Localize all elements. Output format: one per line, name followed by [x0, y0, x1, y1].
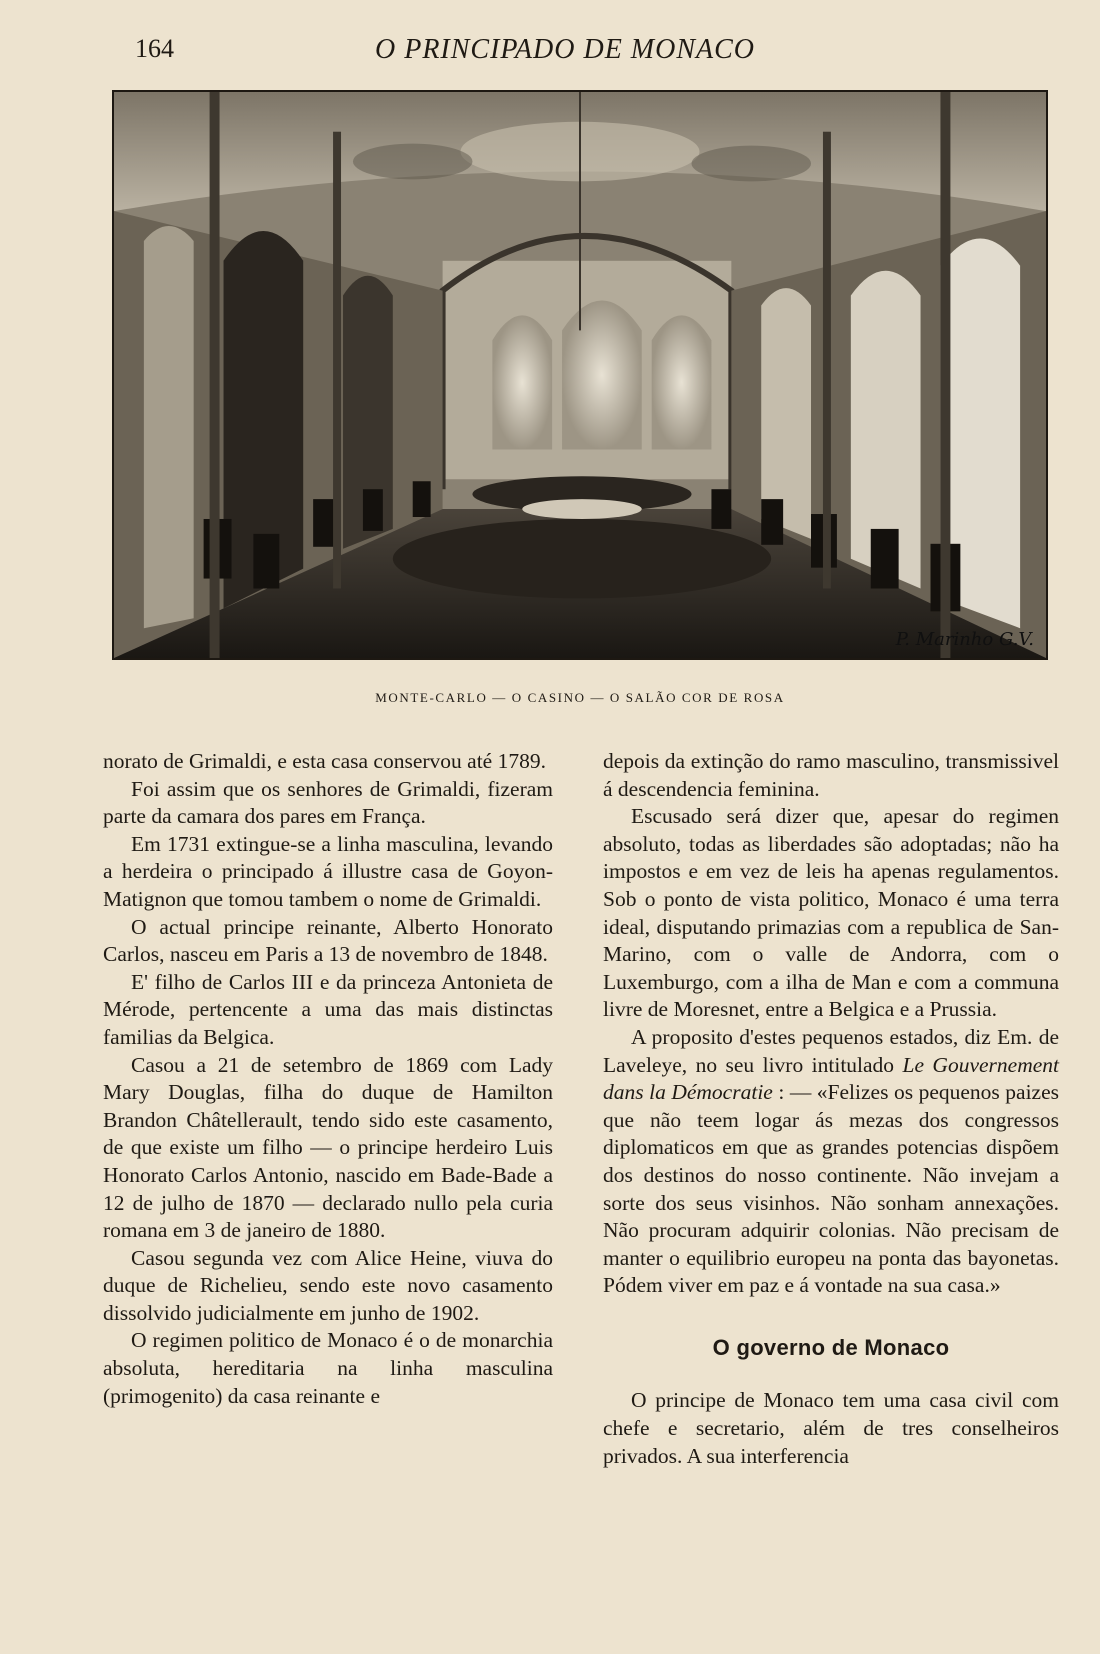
book-title: Le Gouvernement dans la Démocratie: [603, 1052, 1059, 1105]
paragraph: E' filho de Carlos III e da princeza Antonieta de Mérode, pertencente a uma das mais distinctas familias da Belgica.: [103, 969, 553, 1049]
page-number: 164: [135, 34, 174, 63]
paragraph-quote: [603, 1024, 1059, 1300]
paragraph: norato de Grimaldi, e esta casa conservou até 1789.: [103, 749, 546, 773]
paragraph: Casou segunda vez com Alice Heine, viuva do duque de Richelieu, sendo este novo casamento dissolvido judicialmente em junho de 1902.: [103, 1245, 553, 1325]
paragraph: O actual principe reinante, Alberto Honorato Carlos, nasceu em Paris a 13 de novembro de 1848.: [103, 914, 553, 967]
paragraph: Em 1731 extingue-se a linha masculina, levando a herdeira o principado á illustre casa de Goyon-Matignon que tomou tambem o nome de Grimaldi.: [103, 831, 553, 911]
paragraph: O principe de Monaco tem uma casa civil com chefe e secretario, além de tres conselheiros privados. A sua interferencia: [603, 1388, 1059, 1468]
engraver-signature: P. Marinho G.V.: [895, 629, 1034, 650]
figure-caption: MONTE-CARLO — O CASINO — O SALÃO COR DE ROSA: [375, 690, 785, 705]
paragraph: O regimen politico de Monaco é o de monarchia absoluta, hereditaria na linha masculina (primogenito) da casa reinante e: [103, 1328, 553, 1408]
running-title: O PRINCIPADO DE MONACO: [375, 34, 756, 65]
paragraph: Escusado será dizer que, apesar do regimen absoluto, todas as liberdades são adoptadas; não ha impostos e em vez de leis ha apenas regulamentos. Sob o ponto de vista politico, Monaco é uma terra ideal, disputando primazias com a republica de San-Marino, com o valle de Andorra, com o Luxemburgo, com a ilha de Man e com a communa livre de Moresnet, entre a Belgica e a Prussia.: [603, 804, 1059, 1022]
quotation: : — «Felizes os pequenos paizes que não teem logar ás mezas dos congressos diplomaticos em que as grandes potencias dispõem dos destinos do nosso continente. Não invejam a sorte dos seus visinhos. Não sonham annexações. Não procuram adquirir colonias. Não precisam de manter o equilibrio europeu na ponta das bayonetas. Pódem viver em paz e á vontade na sua casa.»: [603, 1080, 1059, 1298]
salon-engraving: [114, 92, 1046, 658]
section-heading: O governo de Monaco: [712, 1334, 950, 1360]
paragraph-text: A proposito d'estes pequenos estados, diz Em. de Laveleye, no seu livro intitulado: [603, 1024, 1059, 1077]
paragraph: Foi assim que os senhores de Grimaldi, fizeram parte da camara dos pares em França.: [103, 776, 553, 829]
casino-salon-illustration: [112, 90, 1048, 660]
paragraph: depois da extinção do ramo masculino, transmissivel á descendencia feminina.: [603, 749, 1059, 801]
left-column: [103, 748, 553, 1410]
right-column: [603, 748, 1059, 1470]
page-header: [0, 34, 1100, 74]
paragraph: Casou a 21 de setembro de 1869 com Lady Mary Douglas, filha do duque de Hamilton Brandon Châtellerault, tendo sido este casamento, de que existe um filho — o principe herdeiro Luis Honorato Carlos Antonio, nascido em Bade-Bade a 12 de julho de 1870 — declarado nullo pela curia romana em 3 de janeiro de 1880.: [103, 1052, 553, 1243]
